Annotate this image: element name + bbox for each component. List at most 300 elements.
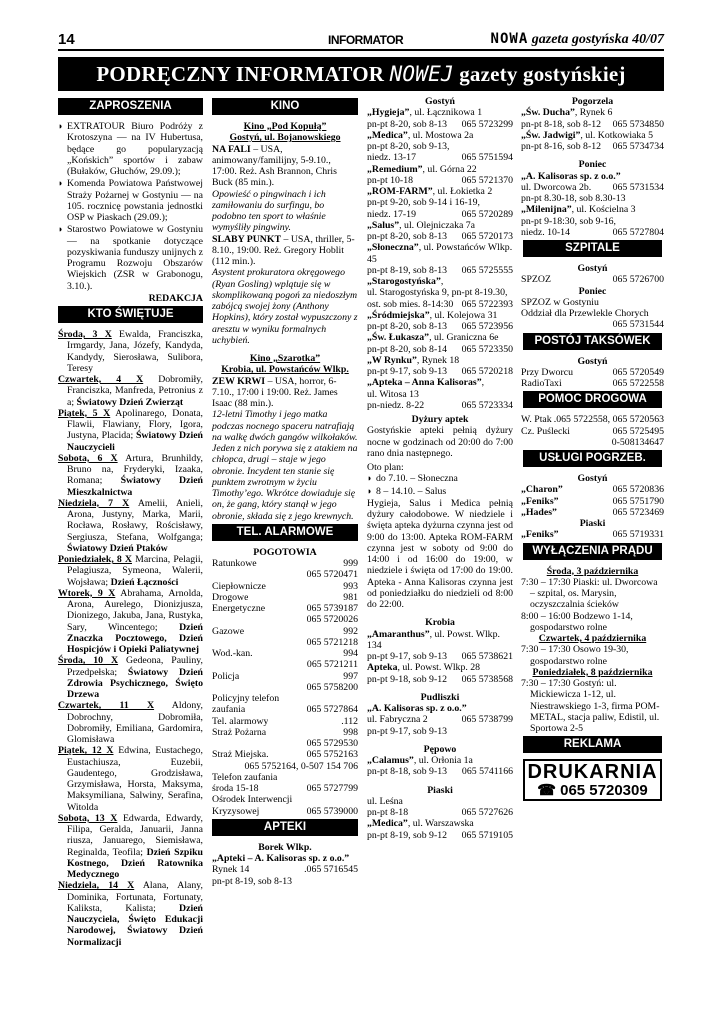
pharmacy-address: , ul. Powstańców Wlkp. 45	[367, 242, 513, 265]
outage-date: Środa, 3 października	[546, 565, 639, 577]
column-2	[212, 96, 358, 887]
nameday-names: Marcina, Pelagii, Pelagiusza, Symeona, Walerii, Wojsława;	[67, 554, 203, 588]
duty-plan-item: ◗ do 7.10. – Słoneczna	[367, 473, 513, 484]
pharmacy-name: „Salus”	[367, 219, 400, 231]
pharmacy-hours: ost. sob mies. 8-14:30	[367, 298, 454, 310]
phone-number: 065 5720026	[306, 614, 358, 626]
pharmacy-line	[521, 107, 664, 118]
town-name: Pudliszki	[420, 691, 460, 703]
pharmacy-phone: 065 5720173	[461, 231, 513, 242]
nameday-entry	[58, 813, 203, 881]
town-name: Gostyń	[577, 355, 608, 367]
phone-number: 994	[343, 648, 358, 659]
film-entry	[212, 234, 358, 268]
phone-row	[521, 484, 664, 495]
phone-label: Telefon zaufania	[212, 771, 278, 783]
phone-number: 065 5739000	[306, 805, 358, 817]
phone-row	[212, 727, 358, 738]
phone-number: 065 5752164, 0-507 154 706	[244, 760, 358, 772]
pharmacy-hours: pn-pt 8-18, sob 8-12	[521, 118, 602, 130]
subheading-pogotowia: POGOTOWIA	[253, 546, 317, 558]
phone-number: 065 5719331	[612, 529, 664, 541]
pharmacy-name: „Św. Łukasza”	[367, 332, 430, 344]
nameday-holiday: Dzień Znaczka Pocztowego, Dzień Hospicjów i Opieki Paliatywnej	[67, 621, 204, 655]
town-name: Poniec	[578, 285, 607, 297]
pharmacy-address: , ul. Olejniczaka 7a	[399, 219, 476, 231]
pharmacy-phone: 065 5751594	[461, 152, 513, 164]
pharmacy-address: ,	[440, 276, 444, 287]
pharmacy-name: „Amaranthus”	[367, 628, 430, 640]
pharmacy-name: „ROM-FARM”	[367, 186, 433, 197]
pharmacy-address: ul. Leśna	[367, 795, 403, 807]
pharmacy-phone: 065 5723956	[461, 321, 513, 332]
pharmacy-address: , ul. Powst. Wlkp. 28	[397, 662, 481, 674]
pharmacy-hours: niedz. 13-17	[367, 152, 416, 164]
pharmacy-name: „Remedium”	[367, 163, 423, 175]
phone-number: 993	[343, 580, 358, 592]
pharmacy-hours: pn-pt 8-20, sob 8-13	[367, 321, 448, 332]
phone-row	[367, 119, 513, 130]
invite-item: ◗ Starostwo Powiatowe w Gostyniu — na spotkanie dotyczące pozyskiwania funduszy unijnych z Programu Rozwoju Obszarów Wiejskich (ZSR w Grabonogu, 3.10.).	[58, 224, 203, 292]
nameday-holiday: Dzień Łączności	[110, 576, 179, 588]
phone-number: 065 5752163	[306, 749, 358, 761]
phone-number: .112	[341, 715, 358, 727]
nameday-entry	[58, 700, 203, 745]
pharmacy-phone: 065 5734734	[612, 141, 664, 152]
pharmacy-line	[367, 164, 513, 175]
pharmacy-address: , ul. Warszawska	[407, 818, 474, 830]
phone-label: „Feniks”	[521, 529, 559, 541]
page-title-banner	[58, 57, 664, 91]
pharmacy-address: , ul. Mostowa 2a	[407, 129, 474, 141]
nameday-names: Ewalda, Franciszka, Irmgardy, Jana, Józefy, Kandyda, Kandydy, Sierosława, Sulibora, Teresy	[67, 329, 203, 374]
nameday-entry	[58, 329, 203, 374]
section-header-szpitale: SZPITALE	[523, 240, 662, 257]
pharmacy-hours: pn-pt 9-18:30, sob 9-16,	[521, 215, 616, 227]
pharmacy-list-krobia	[367, 629, 513, 685]
phone-number: 065 5731544	[612, 319, 664, 331]
phone-label: Policyjny telefon	[212, 693, 280, 704]
phone-row	[367, 651, 513, 662]
outage-date: Poniedziałek, 8 października	[532, 666, 653, 678]
pharmacy-phone: 065 5721370	[461, 174, 513, 186]
pharmacy-line	[367, 242, 513, 265]
phone-row	[521, 141, 664, 152]
cinema-address: Krobia, ul. Powstańców Wlkp.	[221, 364, 349, 376]
phone-number: 065 5720471	[306, 569, 358, 581]
emergency-phones	[212, 558, 358, 817]
pharmacy-name: „Śródmiejska”	[367, 309, 430, 321]
nameday-date: Czwartek, 11 X	[58, 700, 155, 712]
pharmacy-hours: pn-pt 8-20, sob 9-13,	[367, 141, 450, 152]
pharmacy-address: , ul. Kościelna 3	[571, 204, 636, 216]
invite-item: ◗ Komenda Powiatowa Państwowej Straży Pożarnej w Gostyniu — na 105. rocznicę powstania jednostki OSP w Piaskach (29.09.);	[58, 178, 203, 223]
pharmacy-hours: pn-pt 8-18	[367, 807, 409, 818]
nameday-names: Artura, Brunhildy, Bruno na, Fryderyki, Izaaka, Romana;	[67, 452, 203, 487]
pharmacy-name: „Słoneczna”	[367, 242, 419, 254]
pharmacy-line	[367, 755, 513, 766]
pharmacy-hours: pn-pt 9-17, sob 9-13	[367, 651, 448, 662]
nameday-list	[58, 329, 203, 948]
outage-item: 7:30 – 17:30 Gostyń: ul. Mickiewicza 1-12, ul. Niestrawskiego 1-3, firma POM-METAL, stacja paliw, Edistil, ul. Sportowa 2-5	[521, 678, 660, 734]
pharmacy-phone-row	[367, 766, 513, 777]
column-4	[521, 96, 664, 801]
pharmacy-phone: 065 5741166	[461, 766, 513, 778]
phone-label: Ciepłownicze	[212, 580, 266, 592]
town-name: Gostyń	[425, 96, 455, 107]
phone-number: 997	[343, 670, 358, 682]
pharmacy-name: „W Rynku”	[367, 354, 417, 366]
pharmacy-phone-row	[212, 864, 358, 875]
phone-number: 0-508134647	[611, 436, 664, 448]
pharmacy-hours: pn-pt 8-19, sob 8-13	[212, 875, 293, 887]
duty-text: Gostyńskie apteki pełnią dyżury nocne w godzinach od 20:00 do 7:00 rano dnia następnego.	[367, 425, 513, 459]
pharmacy-name: „Hygieja”	[367, 107, 410, 119]
pharmacy-hours: pn-pt 8-19, sob 8-13	[367, 264, 448, 276]
nameday-entry	[58, 554, 203, 588]
phone-label: RadioTaxi	[521, 378, 562, 389]
section-header-apteki: APTEKI	[212, 819, 358, 836]
nameday-entry	[58, 745, 203, 813]
duty-heading: Dyżury aptek	[411, 414, 469, 425]
nameday-entry	[58, 374, 203, 408]
pharmacy-phone: 065 5727804	[612, 226, 664, 238]
nameday-date: Środa, 3 X	[58, 329, 112, 340]
nameday-date: Wtorek, 9 X	[58, 587, 116, 599]
phone-row	[367, 674, 513, 685]
phone-label: Drogowe	[212, 591, 249, 603]
section-name: INFORMATOR	[328, 33, 404, 47]
nameday-holiday: Światowy Dzień Zwierząt	[76, 396, 184, 408]
pharmacy-phone: 065 5723350	[461, 343, 513, 355]
pharmacy-hours: pn-pt 8-20, sob 8-14	[367, 343, 448, 355]
pharmacy-hours: pn-pt 10-18	[367, 174, 413, 186]
pharmacy-hours: pn-pt 9-20, sob 9-14 i 16-19,	[367, 197, 480, 209]
banner-brand: NOWEJ	[389, 62, 454, 86]
phone-row	[367, 299, 513, 310]
phone-label: Kryzysowej	[212, 805, 260, 817]
pharmacy-name: „Św. Ducha”	[521, 107, 575, 119]
pharmacy-address: ul. Fabryczna 2	[367, 714, 428, 726]
phone-label: Ośrodek Interwencji	[212, 794, 293, 806]
pharmacy-hours: pn-pt 8-20, sob 8-13	[367, 231, 448, 242]
pharmacy-address: , ul. Powst. Wlkp. 134	[367, 628, 500, 651]
cinema-address: Gostyń, ul. Bojanowskiego	[229, 132, 341, 144]
nameday-date: Sobota, 13 X	[58, 812, 118, 824]
hospital-line: Oddział dla Przewlekle Chorych	[521, 308, 649, 319]
section-header-drogowa: POMOC DROGOWA	[523, 391, 662, 408]
phone-row	[367, 265, 513, 276]
phone-label: W. Ptak	[521, 414, 552, 426]
phone-number: 065 5751790	[612, 495, 664, 507]
pharmacy-phone: 065 5738799	[461, 714, 513, 726]
hospital-line: SPZOZ w Gostyniu	[521, 296, 599, 308]
outage-item: 7:30 – 17:30 Osowo 19-30, gospodarstwo rolne	[521, 644, 629, 667]
nameday-names: Gedeona, Pauliny, Przedpełska;	[67, 655, 203, 678]
phone-row	[367, 400, 513, 411]
nameday-names: Abrahama, Arnolda, Arona, Aurelego, Dionizjusza, Dionizego, Jakuba, Jana, Rustyka, Sary, Wincentego;	[67, 587, 203, 633]
phone-label: „Hades”	[521, 506, 557, 518]
banner-post: gazety gostyńskiej	[459, 62, 626, 86]
film-details: – USA, animowany/familijny, 5-9.10., 17:00. Reż. Ash Brannon, Chris Buck (85 min.).	[212, 143, 337, 189]
pharmacy-line	[521, 130, 664, 141]
pharmacy-address: ul. Dworcowa 2b.	[521, 181, 592, 193]
film-description: Asystent prokuratora okręgowego (Ryan Gosling) wplątuje się w skomplikowaną pogoń za niedoszłym zabójcą swojej żony (Anthony Hopkins), który został wypuszczony z aresztu w wyniku formalnych uchybień.	[212, 267, 358, 346]
phone-number: 065 5725495	[612, 425, 664, 437]
page-header	[58, 31, 664, 51]
pharmacy-line	[367, 107, 513, 118]
ad-company: DRUKARNIA	[527, 761, 658, 784]
pharmacy-address: , ul. Orłonia 1a	[413, 755, 473, 766]
pharmacy-line	[367, 276, 513, 287]
phone-row	[212, 581, 358, 592]
phone-number: 065 5722558	[612, 378, 664, 389]
advertisement	[523, 759, 662, 801]
phone-number: 065 5739187	[306, 603, 358, 614]
nameday-date: Sobota, 6 X	[58, 452, 118, 464]
phone-label: zaufania	[212, 704, 246, 716]
pharmacy-name: „A. Kalisoras sp. z o.o.”	[367, 703, 467, 714]
phone-row	[367, 209, 513, 220]
phone-label: Przy Dworcu	[521, 366, 573, 378]
pharmacy-phone: 065 5725555	[461, 264, 513, 276]
nameday-date: Poniedziałek, 8 X	[58, 554, 132, 565]
phone-label: „Feniks”	[521, 495, 559, 507]
column-1	[58, 96, 203, 948]
pharmacy-name: „Milenijna”	[521, 204, 572, 216]
film-entry	[212, 376, 358, 410]
phone-number: 981	[343, 591, 358, 603]
phone-number: 065 5721211	[306, 659, 358, 671]
nameday-date: Środa, 10 X	[58, 655, 119, 667]
pharmacy-name: „A. Kalisoras sp. z o.o.”	[521, 170, 621, 182]
phone-row	[367, 321, 513, 332]
phone-number: 065 5726700	[612, 274, 664, 286]
town-name: Piaski	[579, 518, 606, 529]
town-name: Pogorzela	[571, 96, 614, 107]
film-description: Opowieść o pingwinach i ich zamiłowaniu do surfingu, bo podobno ten sport to właśnie wymyśliły pingwiny.	[212, 188, 326, 234]
nameday-names: Alana, Alany, Dominika, Fortunata, Fortunaty, Kaliksta, Kalista;	[67, 880, 203, 914]
nameday-names: Edwina, Eustachego, Eustachiusza, Euzebii, Gaudentego, Grodzisława, Grzymisława, Horsta, Maksyma, Maksymiliana, Salwiny, Serafina, Witolda	[67, 745, 204, 813]
section-header-swietuje: KTO ŚWIĘTUJE	[58, 306, 203, 323]
pharmacy-address: , ul. Kotkowiaka 5	[580, 129, 653, 141]
phone-number: 065 5723469	[612, 506, 664, 518]
pharmacy-name: „Starogostyńska”	[367, 276, 441, 287]
phone-row	[521, 529, 664, 540]
pharmacy-line	[367, 186, 513, 197]
pharmacy-phone: 065 5727626	[461, 807, 513, 818]
nameday-entry	[58, 880, 203, 948]
nameday-names: Edwarda, Edwardy, Filipa, Geralda, Januarii, Janna riusza, Januarego, Siemisława, Reginalda, Teofila;	[67, 812, 203, 858]
nameday-names: Dobromiły, Franciszka, Manfreda, Petronius z a;	[67, 374, 203, 408]
phone-row	[367, 175, 513, 186]
town-name: Gostyń	[577, 263, 608, 274]
outage-date: Czwartek, 4 października	[538, 633, 647, 644]
issue-info	[491, 31, 664, 48]
pharmacy-address: , ul. Graniczna 6e	[429, 332, 499, 344]
phone-row	[521, 426, 664, 437]
outage-item: 7:30 – 17:30 Piaski: ul. Dworcowa – szpital, os. Marysin, oczyszczalnia ścieków	[521, 576, 658, 611]
pharmacy-line	[367, 310, 513, 321]
pharmacy-hours: pn-pt 9-17, sob 9-13	[367, 366, 448, 377]
column-3	[367, 96, 513, 841]
town-name: Krobia	[425, 617, 455, 629]
invite-item: ◗ EXTRATOUR Biuro Podróży z Krotoszyna — na IV Hubertusa, będące go popularyzacją „Końskich” sportów i zabaw (Bułaków, Głuchów, 29.09.);	[58, 121, 203, 177]
phone-label: Straż Pożarna	[212, 726, 267, 738]
phone-row	[521, 274, 664, 285]
phone-row	[212, 671, 358, 682]
pharmacy-hours: pn-pt 8.30-18, sob 8.30-13	[521, 193, 626, 204]
nameday-names: Aldony, Dobrochny, Dobromiła, Dobromiły, Emiliana, Gardomira, Glomisława	[67, 700, 203, 745]
phone-number: .065 5722558, 065 5720563	[553, 414, 664, 426]
nameday-date: Piątek, 12 X	[58, 745, 114, 757]
nameday-entry	[58, 408, 203, 453]
pharmacy-name: „Apteki – A. Kalisoras sp. z o.o.”	[212, 853, 350, 864]
phone-row	[521, 496, 664, 507]
section-header-kino: KINO	[212, 98, 358, 115]
pharmacy-list-pogorzela	[521, 107, 664, 152]
phone-label: Tel. alarmowy	[212, 715, 269, 727]
nameday-entry	[58, 453, 203, 498]
pharmacy-hours: pn-pt 8-19, sob 9-12	[367, 829, 448, 841]
power-outage-list	[521, 566, 664, 735]
section-header-pogrzeb: USŁUGI POGRZEB.	[523, 450, 662, 467]
phone-label: Energetyczne	[212, 603, 266, 614]
pharmacy-hours: pn-pt 8-16, sob 8-12	[521, 141, 602, 152]
pharmacy-list-gostyn	[367, 107, 513, 411]
phone-row	[521, 414, 664, 425]
phone-label: Straż Miejska.	[212, 749, 269, 761]
town-name: Poniec	[578, 159, 607, 171]
section-header-zaproszenia: ZAPROSZENIA	[58, 98, 203, 115]
phone-label: „Charon”	[521, 484, 563, 496]
section-header-taxi: POSTÓJ TAKSÓWEK	[523, 333, 662, 350]
phone-label: Ratunkowe	[212, 558, 257, 569]
pharmacy-phone: .065 5716545	[304, 864, 358, 876]
phone-number: 065 5720836	[612, 484, 664, 496]
cinema-name: Kino „Pod Kopułą”	[243, 121, 327, 132]
pharmacy-phone-row	[521, 182, 664, 193]
film-entry	[212, 144, 358, 189]
pharmacy-line	[367, 130, 513, 141]
banner-pre: PODRĘCZNY INFORMATOR	[96, 62, 385, 86]
pharmacy-phone: 065 5738568	[461, 673, 513, 685]
pharmacy-line	[367, 818, 513, 829]
phone-row	[212, 592, 358, 603]
nameday-entry	[58, 498, 203, 554]
pharmacy-hours: pn-pt 8-20, sob 8-13	[367, 118, 448, 130]
cinema-name: Kino „Szarotka”	[249, 353, 321, 364]
pharmacy-phone: 065 5722393	[461, 298, 513, 310]
phone-row	[212, 749, 358, 760]
duty-text-2: Hygieja, Salus i Medica pełnią dyżury całodobowe. W niedziele i święta apteka dyżurna czynna jest od 9:00 do 13:00. Apteka ROM-FARM czynna jest w soboty od 9:00 do 14:00 i od 16:00 do 19:00, w niedziele i święta od 17:00 do 19:00. Apteka - Anna Kalisoras czynna jest od poniedziałku do niedzieli od 8:00 do 22:00.	[367, 497, 513, 610]
nameday-holiday: Światowy Dzień Mieszkalnictwa	[67, 475, 203, 498]
pharmacy-line	[367, 662, 513, 673]
pharmacy-hours: pn-pt 9-18, sob 9-12	[367, 673, 448, 685]
phone-row	[212, 716, 358, 727]
film-description: 12-letni Timothy i jego matka podczas nocnego spaceru natrafiają na walkę dwóch gangów wilkołaków. Jeden z nich porywa się z atakiem na chłopca, drugi – staje w jego obronie. Incydent ten stanie się punktem zwrotnym w życiu Timothy’ego. Wkrótce dowiaduje się on, że gang, który stanął w jego obronie, składa się z jego krewnych.	[212, 409, 358, 522]
phone-number: 065 5721218	[306, 636, 358, 648]
phone-label: Wod.-kan.	[212, 648, 253, 659]
pharmacy-name: „Apteka – Anna Kalisoras”	[367, 377, 482, 389]
phone-row	[367, 344, 513, 355]
film-title: NA FALI	[212, 143, 251, 155]
phone-row	[212, 648, 358, 659]
nameday-holiday: Dzień Szpiku Kostnego, Dzień Ratownika Medycznego	[67, 846, 203, 880]
pharmacy-line	[367, 220, 513, 231]
pharmacy-phone-row	[367, 830, 513, 841]
section-header-reklama: REKLAMA	[523, 736, 662, 753]
pharmacy-line	[367, 629, 513, 652]
phone-row	[212, 783, 358, 794]
phone-number: 065 5727864	[306, 704, 358, 716]
ad-phone: ☎ 065 5720309	[537, 782, 648, 800]
pharmacy-hours: ul. Starogostyńska 9, pn-pt 8-19.30,	[367, 287, 508, 299]
section-header-alarmowe: TEL. ALARMOWE	[212, 524, 358, 541]
phone-row	[521, 367, 664, 378]
phone-row	[521, 119, 664, 130]
phone-number: 065 5720549	[612, 366, 664, 378]
film-title: ZEW KRWI	[212, 375, 266, 387]
nameday-entry	[58, 588, 203, 656]
outage-item: 8:00 – 16:00 Bodzewo 1-14, gospodarstwo rolne	[521, 610, 633, 633]
pharmacy-phone-row	[521, 227, 664, 238]
town-name: Gostyń	[577, 473, 608, 484]
pharmacy-line	[367, 332, 513, 343]
nameday-names: Apolinarego, Donata, Flawii, Flawiany, Flory, Igora, Justyna, Placida;	[67, 407, 203, 442]
pharmacy-name: Apteka	[367, 662, 398, 674]
pharmacy-address: , ul. Łokietka 2	[432, 186, 493, 197]
pharmacy-hours: pn-niedz. 8-22	[367, 399, 425, 411]
pharmacy-phone: 065 5731534	[612, 181, 664, 193]
phone-label: środa 15-18	[212, 783, 259, 794]
issue-text: gazeta gostyńska 40/07	[531, 32, 664, 47]
zaproszenia-list	[58, 121, 203, 292]
page-number: 14	[58, 31, 75, 48]
nameday-date: Niedziela, 14 X	[58, 880, 135, 892]
film-details: – USA, thriller, 5-8.10., 19:00. Reż. Gregory Hoblit (112 min.).	[212, 233, 355, 267]
pharmacy-hours: ul. Witosa 13	[367, 388, 419, 400]
town-name: Borek Wlkp.	[258, 841, 312, 853]
pharmacy-address: Rynek 14	[212, 864, 250, 876]
pharmacy-name: „Medica”	[367, 818, 408, 830]
phone-label: Gazowe	[212, 625, 245, 637]
duty-plan-item: ◗ 8 – 14.10. – Salus	[367, 486, 513, 497]
issue-brand: NOWA	[490, 31, 529, 47]
pharmacy-name: „Św. Jadwigi”	[521, 129, 581, 141]
pharmacy-line	[521, 204, 664, 215]
phone-row	[367, 152, 513, 163]
pharmacy-address: ,	[481, 377, 485, 389]
phone-row	[212, 558, 358, 569]
town-name: Piaski	[427, 784, 453, 796]
pharmacy-address: , ul. Górna 22	[422, 163, 477, 175]
phone-number: 065 5729530	[306, 738, 358, 749]
pharmacy-phone: 065 5723299	[461, 118, 513, 130]
pharmacy-address: , Rynek 6	[574, 107, 613, 119]
pharmacy-address: , Rynek 18	[416, 354, 460, 366]
pharmacy-hours: pn-pt 8-18, sob 9-13	[367, 766, 448, 778]
phone-row	[212, 806, 358, 817]
phone-label: SPZOZ	[521, 274, 551, 286]
nameday-entry	[58, 655, 203, 700]
phone-row	[212, 704, 358, 715]
phone-label: Cz. Puślecki	[521, 425, 570, 437]
phone-label: Policja	[212, 670, 240, 682]
pharmacy-name: „Medica”	[367, 129, 408, 141]
phone-number: 065 5727799	[306, 783, 358, 794]
pharmacy-phone: 065 5719105	[461, 829, 513, 841]
